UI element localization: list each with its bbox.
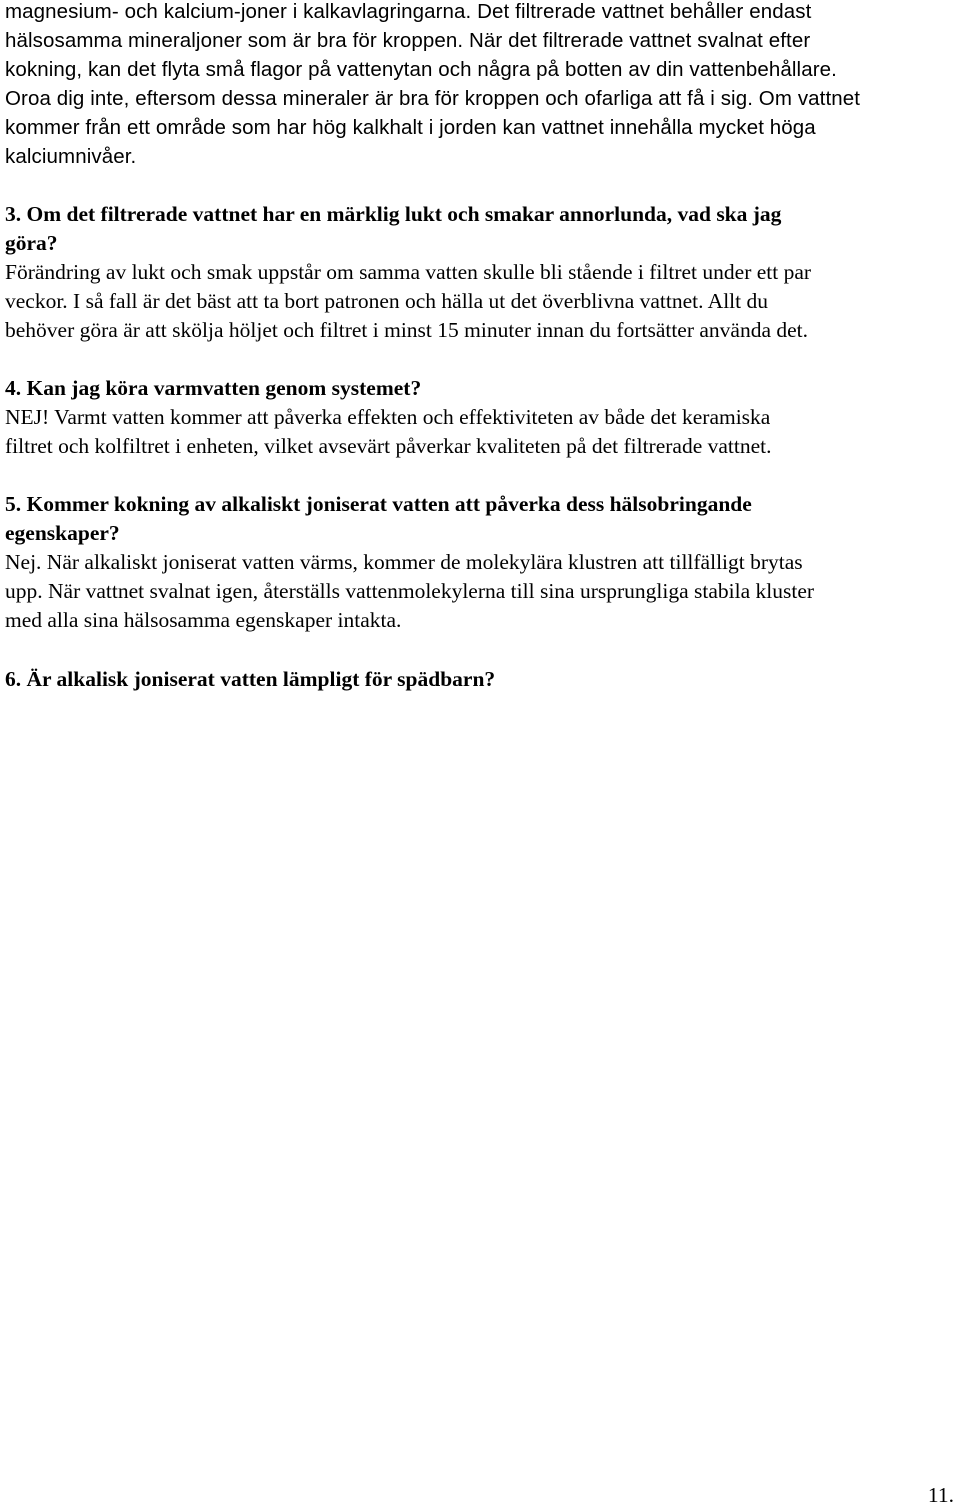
text-line: kommer från ett område som har hög kalkhalt i jorden kan vattnet innehålla mycket höga [5,116,816,139]
text-line: Oroa dig inte, eftersom dessa mineraler är bra för kroppen och ofarliga att få i sig. Om vattnet [5,87,861,110]
answer-line: upp. När vattnet svalnat igen, återställs vattenmolekylerna till sina ursprungliga stabila kluster [5,579,815,603]
question-heading: 4. Kan jag köra varmvatten genom systemet? [5,376,422,400]
answer-line: NEJ! Varmt vatten kommer att påverka effekten och effektiviteten av både det keramiska [5,405,771,429]
answer-line: behöver göra är att skölja höljet och filtret i minst 15 minuter innan du fortsätter använda det. [5,318,809,342]
answer-line: Förändring av lukt och smak uppstår om samma vatten skulle bli stående i filtret under ett par [5,260,812,284]
answer-line: Nej. När alkaliskt joniserat vatten värms, kommer de molekylära klustren att tillfälligt brytas [5,550,803,574]
question-heading: 6. Är alkalisk joniserat vatten lämpligt för spädbarn? [5,667,496,691]
page-number: 11. [927,1483,954,1507]
text-line: magnesium- och kalcium-joner i kalkavlagringarna. Det filtrerade vattnet behåller endast [5,0,812,23]
answer-line: veckor. I så fall är det bäst att ta bort patronen och hälla ut det överblivna vattnet. Allt du [5,289,769,313]
text-line: kalciumnivåer. [5,145,137,168]
text-line: kokning, kan det flyta små flagor på vattenytan och några på botten av din vattenbehållare. [5,58,837,81]
question-heading: egenskaper? [5,521,120,545]
question-heading: 3. Om det filtrerade vattnet har en märklig lukt och smakar annorlunda, vad ska jag [5,202,782,226]
question-heading: göra? [5,231,58,255]
question-heading: 5. Kommer kokning av alkaliskt joniserat vatten att påverka dess hälsobringande [5,492,752,516]
answer-line: med alla sina hälsosamma egenskaper intakta. [5,608,402,632]
text-line: hälsosamma mineraljoner som är bra för kroppen. När det filtrerade vattnet svalnat efter [5,29,811,52]
answer-line: filtret och kolfiltret i enheten, vilket avsevärt påverkar kvaliteten på det filtrerade vattnet. [5,434,772,458]
